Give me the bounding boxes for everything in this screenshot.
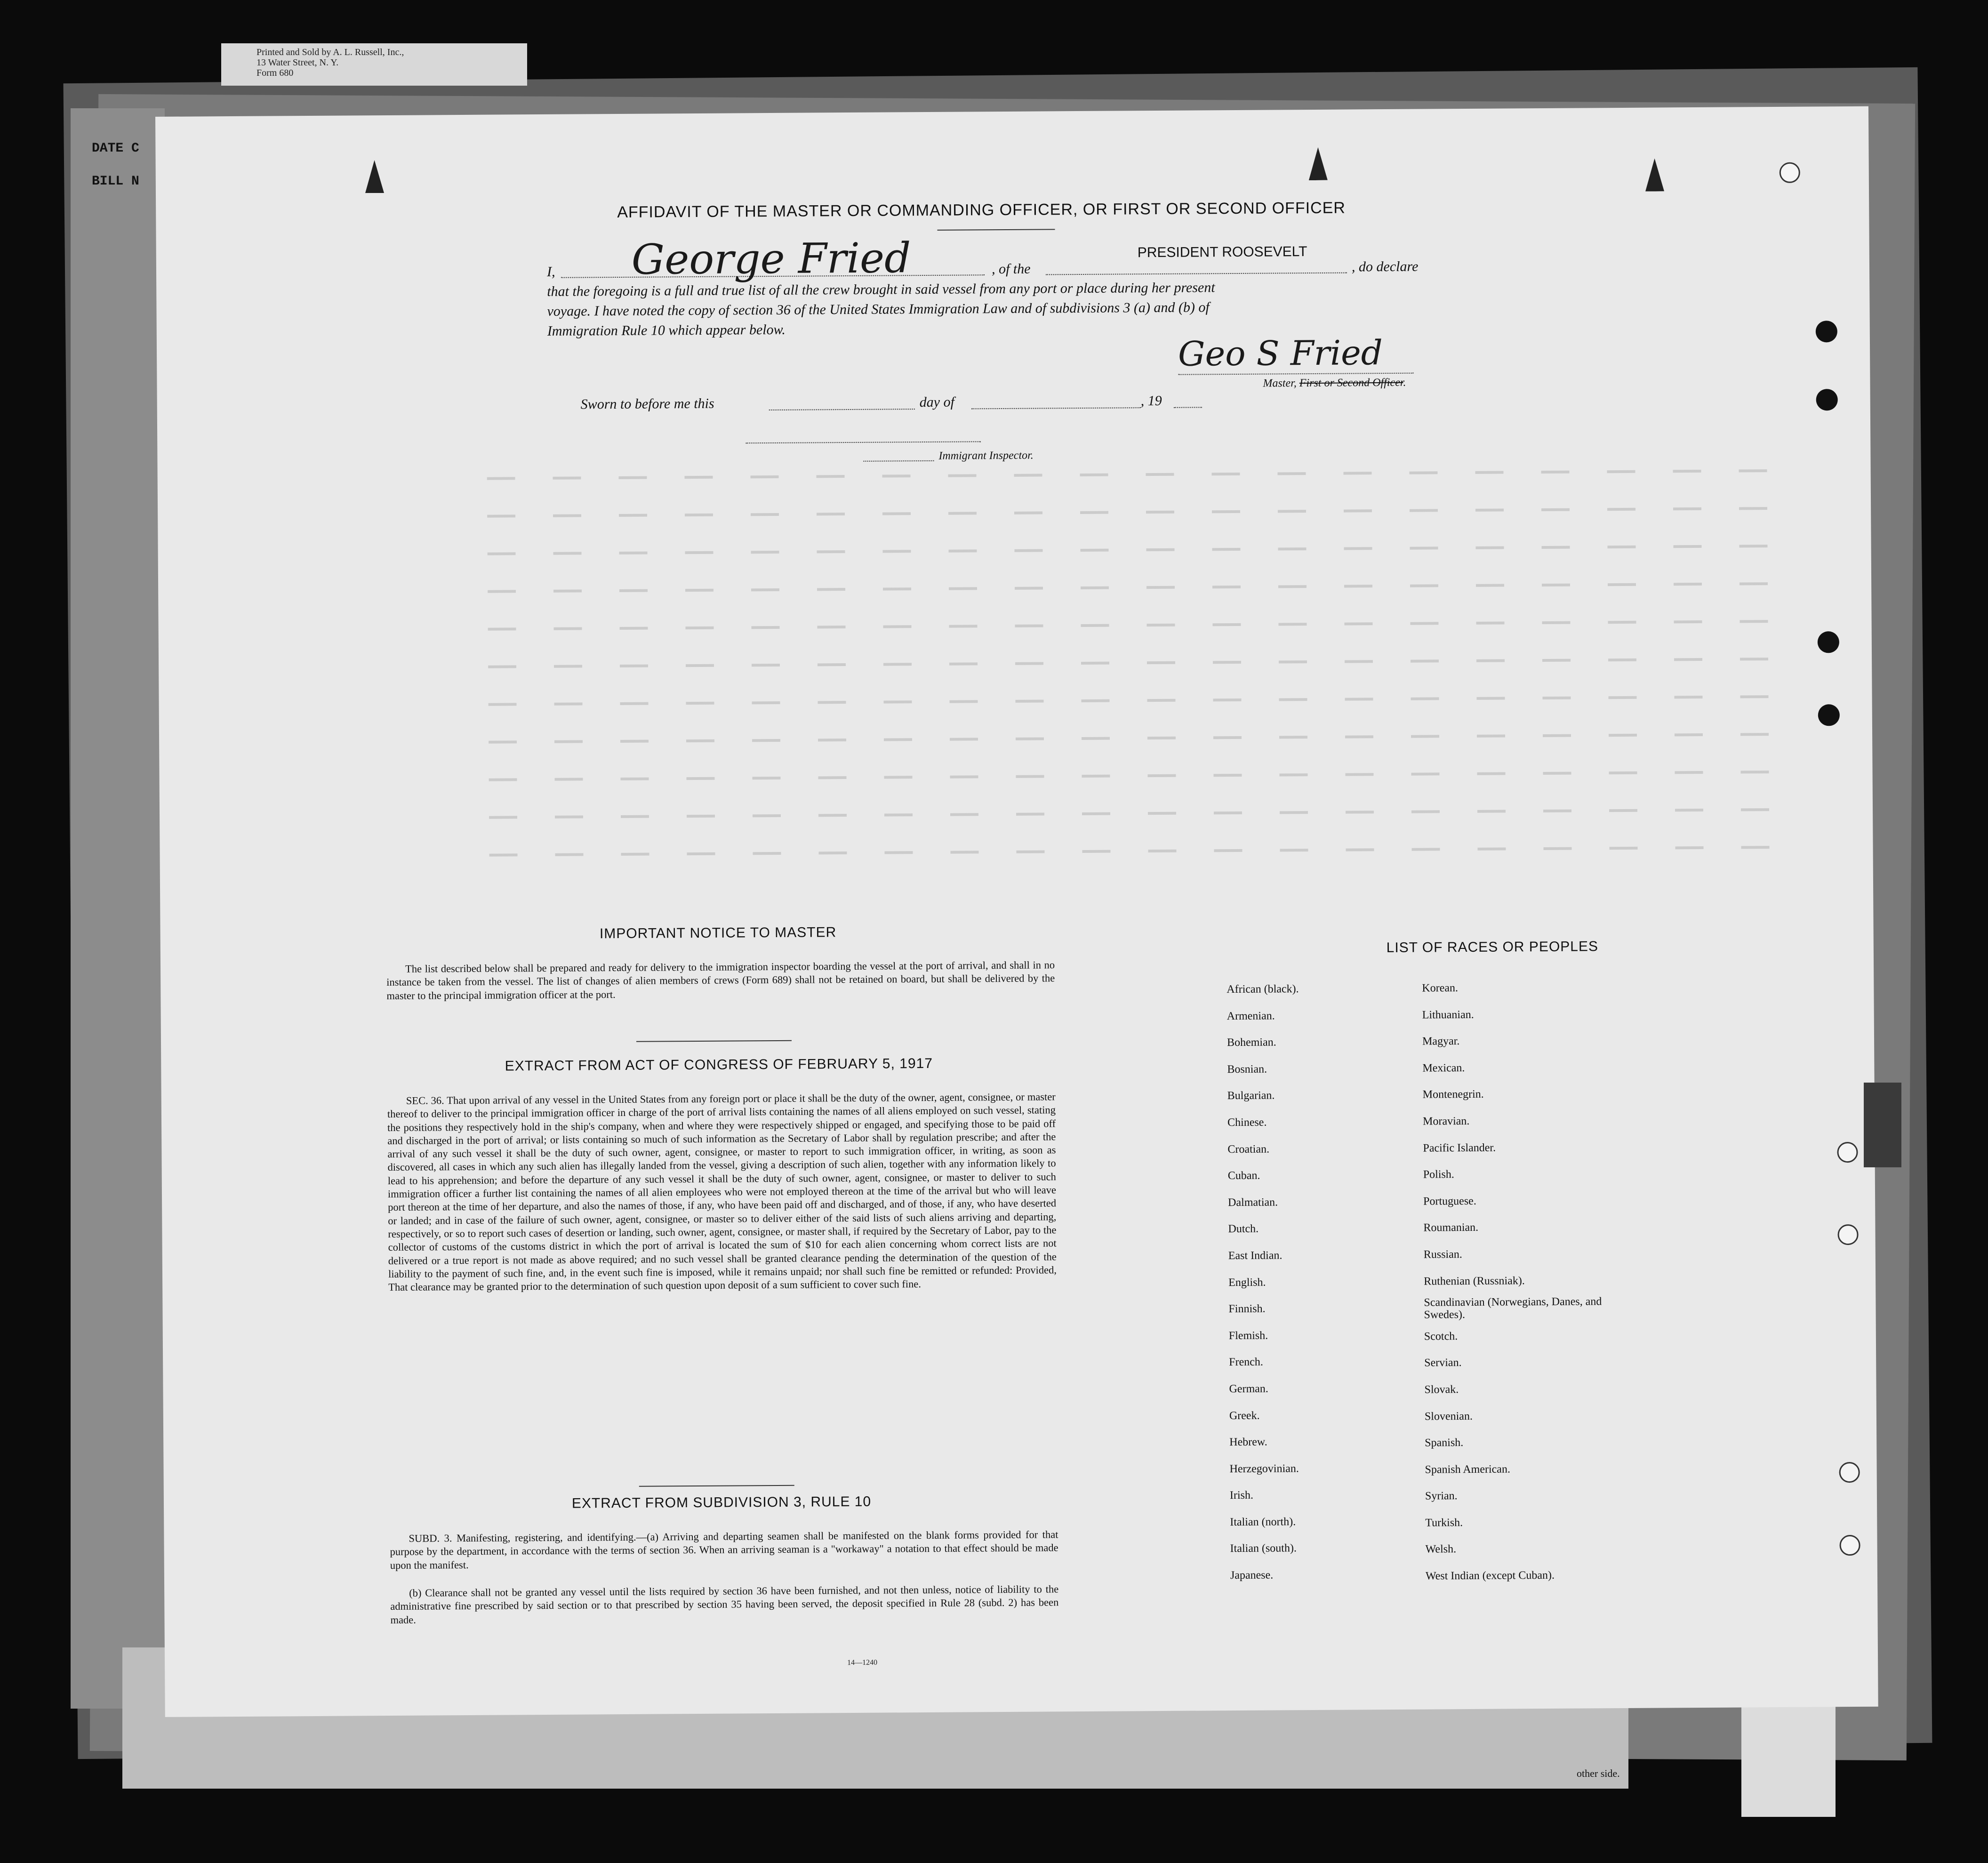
race-item: Dalmatian. — [1228, 1196, 1278, 1209]
master-signature: Geo S Fried — [1178, 333, 1383, 374]
left-edge-label: DATE C — [92, 141, 139, 156]
race-item: Irish. — [1229, 1489, 1254, 1502]
punch-hole — [1818, 704, 1840, 726]
of-the-label: , of the — [991, 261, 1031, 277]
signer-role-end: . — [1403, 376, 1406, 389]
sworn-month-line — [971, 407, 1141, 409]
race-item: German. — [1229, 1382, 1268, 1396]
races-list-right — [1422, 973, 1670, 1590]
punch-hole — [1816, 321, 1837, 342]
race-item: Greek. — [1229, 1409, 1260, 1422]
race-item: Finnish. — [1228, 1302, 1266, 1316]
race-item: Flemish. — [1228, 1329, 1268, 1342]
race-item: Spanish American. — [1425, 1463, 1510, 1476]
show-through-row — [489, 846, 1770, 857]
pin-mark — [365, 160, 384, 193]
pin-mark — [1645, 158, 1664, 191]
race-item: Mexican. — [1422, 1061, 1465, 1075]
race-item: Croatian. — [1227, 1143, 1270, 1156]
pin-mark — [1308, 147, 1327, 180]
extract-rule-heading: EXTRACT FROM SUBDIVISION 3, RULE 10 — [571, 1494, 872, 1511]
affidavit-body-line: voyage. I have noted the copy of section 36 of the United States Immigration Law and of subdivisions 3 (a) and (b) of — [547, 299, 1210, 319]
race-item: Ruthenian (Russniak). — [1424, 1274, 1525, 1288]
signer-role-master: Master, — [1263, 377, 1297, 390]
sworn-year-line — [1174, 407, 1202, 408]
race-item: Dutch. — [1228, 1223, 1259, 1236]
show-through-row — [487, 507, 1767, 518]
race-item: Hebrew. — [1229, 1436, 1267, 1449]
show-through-row — [488, 658, 1768, 668]
inspector-signature-line — [746, 441, 981, 443]
race-item: Chinese. — [1227, 1116, 1267, 1129]
punch-hole — [1839, 1462, 1860, 1483]
punch-hole — [1818, 631, 1839, 653]
race-item: Magyar. — [1422, 1035, 1460, 1048]
affidavit-body-line: Immigration Rule 10 which appear below. — [547, 321, 786, 339]
race-item: French. — [1229, 1356, 1263, 1369]
show-through-row — [489, 695, 1769, 706]
day-of-label: day of — [919, 394, 954, 410]
extract-act-text: SEC. 36. That upon arrival of any vessel in the United States from any foreign port or place it shall be the duty of the owner, agent, consignee, or master thereof to deliver to the principal immigration officer in charge of the port of arrival lists containing the names of all aliens employed on such vessel, stating the positions they respectively hold in the ship's company, when and where they were respectively shipped or engaged, and specifying those to be paid off and discharged in the port of arrival; or lists containing so much of such information as the Secretary of Labor shall by regulation prescribe; and after the arrival of any such vessel it shall be the duty of such owner, agent, consignee, or master to report to such immigration officer, in writing, as soon as discovered, all cases in which any such alien has illegally landed from the vessel, giving a description of such alien, together with any information likely to lead to his apprehension; and before the departure of any such vessel it shall be the duty of such owner, agent, consignee, or master to deliver to such immigration officer a further list containing the names of all alien employees who were not employed thereon at the time of the arrival but who will leave port thereon at the time of her departure, and also the names of those, if any, who have been paid off and discharged, and of those, if any, who have deserted or landed; and in case of the failure of such owner, agent, consignee, or master so to deliver either of the said lists of such aliens arriving and departing, respectively, or so to report such cases of desertion or landing, such owner, agent, consignee, or master shall, if required by the Secretary of Labor, pay to the collector of customs of the customs district in which the port of arrival is located the sum of $10 for each alien concerning whom correct lists are not delivered or a true report is not made as above required; and no such vessel shall be granted clearance pending the determination of the question of the liability to the payment of such fine, and, in the event such fine is imposed, while it remains unpaid; nor shall such fine be remitted or refunded: Provided, That clearance may be granted prior to the determination of such question upon deposit of a sum sufficient to cover such fine. — [387, 1091, 1057, 1293]
race-item: Polish. — [1423, 1168, 1454, 1181]
section-rule — [639, 1485, 794, 1487]
race-item: Scandinavian (Norwegians, Danes, and Swedes). — [1424, 1295, 1602, 1321]
show-through-row — [488, 582, 1768, 593]
printer-imprint: Printed and Sold by A. L. Russell, Inc., 13 Water Street, N. Y. Form 680 — [257, 47, 404, 78]
race-item: Herzegovinian. — [1229, 1462, 1299, 1475]
race-item: Russian. — [1423, 1248, 1462, 1261]
inspector-label: Immigrant Inspector. — [938, 449, 1034, 462]
race-item: East Indian. — [1228, 1249, 1283, 1262]
race-item: Armenian. — [1226, 1010, 1275, 1022]
race-item: Syrian. — [1425, 1490, 1458, 1502]
race-item: Italian (north). — [1230, 1516, 1296, 1528]
signer-role-struck: First or Second Officer — [1299, 376, 1403, 390]
race-item: Roumanian. — [1423, 1221, 1479, 1234]
race-item: West Indian (except Cuban). — [1425, 1569, 1555, 1582]
show-through-row — [488, 545, 1768, 555]
races-list-left — [1226, 976, 1302, 1589]
race-item: Lithuanian. — [1422, 1008, 1474, 1021]
race-item: Montenegrin. — [1422, 1088, 1484, 1101]
sworn-label: Sworn to before me this — [580, 395, 714, 412]
race-item: Spanish. — [1425, 1437, 1464, 1449]
punch-hole — [1816, 389, 1838, 410]
declarant-signature: George Fried — [631, 233, 911, 284]
affidavit-title: AFFIDAVIT OF THE MASTER OR COMMANDING OFFICER, OR FIRST OR SECOND OFFICER — [617, 199, 1346, 222]
inspector-line — [863, 460, 934, 462]
underlying-sheet-corner — [1741, 1694, 1836, 1817]
race-item: English. — [1228, 1276, 1266, 1289]
race-item: Servian. — [1424, 1357, 1462, 1369]
form-number: 14—1240 — [847, 1658, 878, 1667]
race-item: Bulgarian. — [1227, 1089, 1275, 1102]
important-notice-text: The list described below shall be prepared and ready for delivery to the immigration inspector boarding the vessel at the port of arrival, and shall in no instance be taken from the vessel. The list of changes of alien members of crews (Form 689) shall not be retained on board, but shall be delivered by the master to the principal immigration officer at the port. — [386, 959, 1055, 1002]
race-item: Bohemian. — [1226, 1036, 1276, 1049]
underlying-ledger-strip — [71, 108, 165, 1709]
binding-tab — [1864, 1083, 1901, 1167]
show-through-row — [487, 469, 1767, 480]
race-item: Slovak. — [1424, 1383, 1459, 1396]
race-item: Italian (south). — [1230, 1542, 1297, 1555]
year-label: , 19 — [1140, 393, 1162, 409]
race-item: African (black). — [1226, 983, 1299, 996]
show-through-row — [489, 808, 1769, 819]
sworn-day-line — [769, 409, 915, 410]
extract-rule-text-b: (b) Clearance shall not be granted any vessel until the lists required by section 36 have been furnished, and not then unless, notice of liability to the administrative fine prescribed by said section or to that prescribed by section 35 having been served, the deposit specified in Rule 28 (subd. 2) has been made. — [390, 1583, 1059, 1626]
race-item: Scotch. — [1424, 1330, 1458, 1343]
race-item: Pacific Islander. — [1423, 1141, 1496, 1155]
punch-hole — [1839, 1535, 1860, 1556]
section-rule — [636, 1040, 792, 1042]
races-heading: LIST OF RACES OR PEOPLES — [1386, 939, 1599, 956]
title-rule — [937, 229, 1055, 231]
important-notice-heading: IMPORTANT NOTICE TO MASTER — [599, 924, 837, 942]
race-item: Cuban. — [1227, 1169, 1260, 1182]
do-declare-label: , do declare — [1351, 258, 1419, 275]
race-item: Slovenian. — [1424, 1410, 1473, 1423]
race-item: Welsh. — [1425, 1543, 1457, 1556]
punch-hole — [1837, 1224, 1858, 1245]
vessel-line — [1046, 273, 1347, 275]
affidavit-body-line: that the foregoing is a full and true list of all the crew brought in said vessel from any port or place during her present — [547, 280, 1215, 299]
punch-hole — [1780, 162, 1800, 183]
race-item: Turkish. — [1425, 1516, 1463, 1529]
show-through-row — [489, 733, 1769, 744]
vessel-name: PRESIDENT ROOSEVELT — [1137, 244, 1307, 261]
left-edge-label: BILL N — [92, 174, 139, 189]
race-item: Bosnian. — [1227, 1063, 1267, 1076]
race-item: Moravian. — [1423, 1115, 1470, 1128]
other-side-note: other side. — [1577, 1767, 1620, 1779]
race-item: Japanese. — [1230, 1569, 1274, 1582]
race-item: Korean. — [1422, 982, 1459, 995]
extract-act-heading: EXTRACT FROM ACT OF CONGRESS OF FEBRUARY 5, 1917 — [505, 1055, 933, 1074]
i-label: I, — [546, 264, 555, 280]
extract-rule-text-a: SUBD. 3. Manifesting, registering, and identifying.—(a) Arriving and departing seamen shall be manifested on the blank forms provided for that purpose by the department, in accordance with the terms of section 36. When an arriving seaman is a "workaway" a notation to that effect should be made upon the manifest. — [390, 1528, 1058, 1571]
punch-hole — [1837, 1142, 1858, 1163]
affidavit-sheet — [155, 106, 1878, 1717]
signer-role — [1263, 377, 1406, 390]
show-through-row — [489, 771, 1769, 781]
race-item: Portuguese. — [1423, 1195, 1476, 1208]
show-through-row — [488, 620, 1768, 631]
